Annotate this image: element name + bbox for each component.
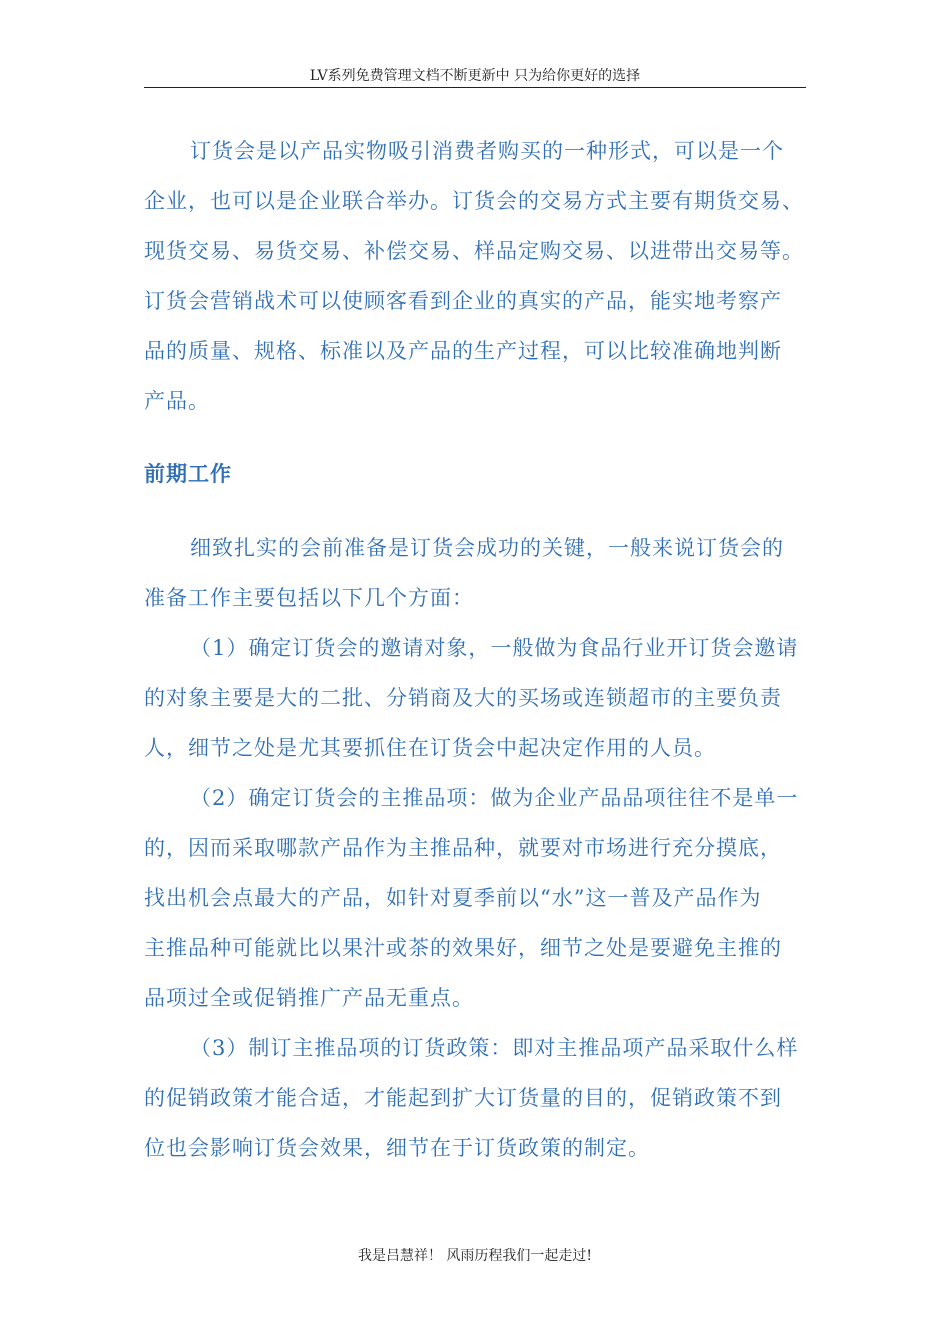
section-heading: 前期工作: [144, 461, 232, 486]
item2-line: （2）确定订货会的主推品项：做为企业产品品项往往不是单一: [190, 786, 799, 810]
intro-line: 品的质量、规格、标准以及产品的生产过程，可以比较准确地判断: [144, 339, 782, 363]
item1-line: （1）确定订货会的邀请对象，一般做为食品行业开订货会邀请: [190, 636, 799, 660]
lead-line: 准备工作主要包括以下几个方面：: [144, 586, 474, 610]
page-header: LV系列免费管理文档不断更新中 只为给你更好的选择: [309, 68, 641, 84]
item2-line: 品项过全或促销推广产品无重点。: [144, 986, 474, 1010]
item3-line: （3）制订主推品项的订货政策：即对主推品项产品采取什么样: [190, 1036, 799, 1060]
item2-line: 主推品种可能就比以果汁或茶的效果好，细节之处是要避免主推的: [144, 936, 782, 960]
intro-line: 企业，也可以是企业联合举办。订货会的交易方式主要有期货交易、: [144, 189, 804, 213]
intro-line: 订货会是以产品实物吸引消费者购买的一种形式，可以是一个: [190, 139, 784, 163]
item2-line: 找出机会点最大的产品，如针对夏季前以“水”这一普及产品作为: [144, 886, 762, 910]
item1-line: 的对象主要是大的二批、分销商及大的买场或连锁超市的主要负责: [144, 686, 782, 710]
header-divider: [144, 87, 806, 88]
page-footer: 我是吕慧祥！ 风雨历程我们一起走过!: [357, 1248, 593, 1264]
intro-line: 现货交易、易货交易、补偿交易、样品定购交易、以进带出交易等。: [144, 239, 804, 263]
intro-line: 产品。: [144, 389, 210, 413]
item2-line: 的，因而采取哪款产品作为主推品种，就要对市场进行充分摸底，: [144, 836, 782, 860]
item3-line: 位也会影响订货会效果，细节在于订货政策的制定。: [144, 1136, 650, 1160]
document-body: [144, 126, 820, 1173]
lead-line: 细致扎实的会前准备是订货会成功的关键，一般来说订货会的: [190, 536, 784, 560]
item1-line: 人，细节之处是尤其要抓住在订货会中起决定作用的人员。: [144, 736, 716, 760]
intro-line: 订货会营销战术可以使顾客看到企业的真实的产品，能实地考察产: [144, 289, 782, 313]
item3-line: 的促销政策才能合适，才能起到扩大订货量的目的，促销政策不到: [144, 1086, 782, 1110]
